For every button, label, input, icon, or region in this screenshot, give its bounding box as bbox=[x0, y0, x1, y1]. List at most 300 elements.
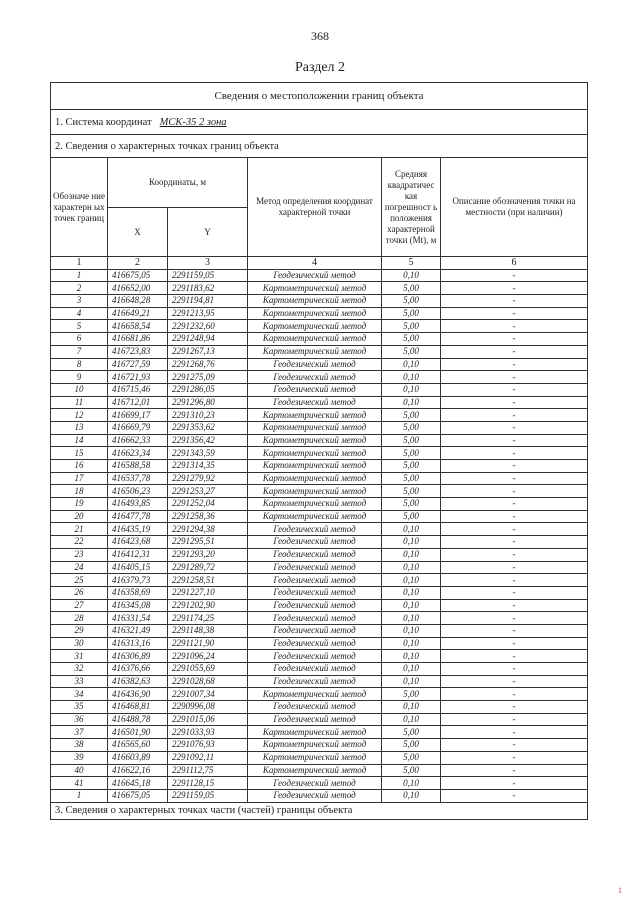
x-coordinate-cell: 416727,59 bbox=[108, 358, 168, 371]
error-cell: 5,00 bbox=[382, 751, 441, 764]
method-cell: Геодезический метод bbox=[248, 269, 382, 282]
method-cell: Картометрический метод bbox=[248, 764, 382, 777]
point-number-cell: 41 bbox=[51, 777, 108, 790]
table-title: Сведения о местоположении границ объекта bbox=[51, 83, 588, 110]
method-cell: Картометрический метод bbox=[248, 472, 382, 485]
point-number-cell: 40 bbox=[51, 764, 108, 777]
table-row bbox=[51, 713, 588, 726]
method-cell: Картометрический метод bbox=[248, 510, 382, 523]
x-coordinate-cell: 416477,78 bbox=[108, 510, 168, 523]
x-coordinate-cell: 416662,33 bbox=[108, 434, 168, 447]
description-cell: - bbox=[441, 675, 588, 688]
table-row bbox=[51, 460, 588, 473]
point-number-cell: 8 bbox=[51, 358, 108, 371]
y-coordinate-cell: 2291258,36 bbox=[168, 510, 248, 523]
error-cell: 5,00 bbox=[382, 434, 441, 447]
header-y: Y bbox=[168, 208, 248, 257]
method-cell: Картометрический метод bbox=[248, 345, 382, 358]
y-coordinate-cell: 2291310,23 bbox=[168, 409, 248, 422]
table-row bbox=[51, 472, 588, 485]
description-cell: - bbox=[441, 574, 588, 587]
y-coordinate-cell: 2291314,35 bbox=[168, 460, 248, 473]
method-cell: Геодезический метод bbox=[248, 663, 382, 676]
point-number-cell: 20 bbox=[51, 510, 108, 523]
point-number-cell: 19 bbox=[51, 498, 108, 511]
description-cell: - bbox=[441, 624, 588, 637]
point-number-cell: 6 bbox=[51, 333, 108, 346]
y-coordinate-cell: 2291096,24 bbox=[168, 650, 248, 663]
y-coordinate-cell: 2291275,09 bbox=[168, 371, 248, 384]
table-row bbox=[51, 282, 588, 295]
point-number-cell: 28 bbox=[51, 612, 108, 625]
table-row bbox=[51, 561, 588, 574]
point-number-cell: 5 bbox=[51, 320, 108, 333]
subsection-title: 2. Сведения о характерных точках границ объекта bbox=[51, 135, 588, 158]
description-cell: - bbox=[441, 345, 588, 358]
table-row bbox=[51, 599, 588, 612]
x-coordinate-cell: 416658,54 bbox=[108, 320, 168, 333]
point-number-cell: 11 bbox=[51, 396, 108, 409]
y-coordinate-cell: 2291267,13 bbox=[168, 345, 248, 358]
method-cell: Геодезический метод bbox=[248, 650, 382, 663]
x-coordinate-cell: 416358,69 bbox=[108, 586, 168, 599]
point-number-cell: 13 bbox=[51, 421, 108, 434]
table-row bbox=[51, 396, 588, 409]
point-number-cell: 24 bbox=[51, 561, 108, 574]
error-cell: 5,00 bbox=[382, 320, 441, 333]
column-number: 6 bbox=[441, 257, 588, 270]
y-coordinate-cell: 2291128,15 bbox=[168, 777, 248, 790]
method-cell: Картометрический метод bbox=[248, 485, 382, 498]
header-point-designation: Обозначе ние характерн ых точек границ bbox=[51, 158, 108, 257]
method-cell: Геодезический метод bbox=[248, 637, 382, 650]
y-coordinate-cell: 2291213,95 bbox=[168, 307, 248, 320]
description-cell: - bbox=[441, 739, 588, 752]
description-cell: - bbox=[441, 460, 588, 473]
description-cell: - bbox=[441, 472, 588, 485]
method-cell: Картометрический метод bbox=[248, 751, 382, 764]
boundary-table bbox=[50, 82, 588, 820]
description-cell: - bbox=[441, 701, 588, 714]
description-cell: - bbox=[441, 333, 588, 346]
y-coordinate-cell: 2291343,59 bbox=[168, 447, 248, 460]
error-cell: 0,10 bbox=[382, 358, 441, 371]
y-coordinate-cell: 2291183,62 bbox=[168, 282, 248, 295]
error-cell: 0,10 bbox=[382, 383, 441, 396]
error-cell: 0,10 bbox=[382, 612, 441, 625]
x-coordinate-cell: 416699,17 bbox=[108, 409, 168, 422]
table-row bbox=[51, 421, 588, 434]
error-cell: 0,10 bbox=[382, 371, 441, 384]
scan-mark: 1 bbox=[618, 886, 622, 895]
description-cell: - bbox=[441, 663, 588, 676]
table-row bbox=[51, 307, 588, 320]
point-number-cell: 15 bbox=[51, 447, 108, 460]
method-cell: Геодезический метод bbox=[248, 358, 382, 371]
table-row bbox=[51, 751, 588, 764]
x-coordinate-cell: 416405,15 bbox=[108, 561, 168, 574]
column-number: 4 bbox=[248, 257, 382, 270]
y-coordinate-cell: 2291028,68 bbox=[168, 675, 248, 688]
point-number-cell: 22 bbox=[51, 536, 108, 549]
y-coordinate-cell: 2291121,90 bbox=[168, 637, 248, 650]
footer-section-row: 3. Сведения о характерных точках части (частей) границы объекта bbox=[51, 802, 588, 819]
y-coordinate-cell: 2291268,76 bbox=[168, 358, 248, 371]
column-number: 5 bbox=[382, 257, 441, 270]
method-cell: Картометрический метод bbox=[248, 688, 382, 701]
x-coordinate-cell: 416681,86 bbox=[108, 333, 168, 346]
y-coordinate-cell: 2291202,90 bbox=[168, 599, 248, 612]
point-number-cell: 14 bbox=[51, 434, 108, 447]
description-cell: - bbox=[441, 371, 588, 384]
x-coordinate-cell: 416306,89 bbox=[108, 650, 168, 663]
x-coordinate-cell: 416652,00 bbox=[108, 282, 168, 295]
description-cell: - bbox=[441, 777, 588, 790]
x-coordinate-cell: 416412,31 bbox=[108, 548, 168, 561]
method-cell: Картометрический метод bbox=[248, 421, 382, 434]
method-cell: Картометрический метод bbox=[248, 434, 382, 447]
x-coordinate-cell: 416721,93 bbox=[108, 371, 168, 384]
error-cell: 0,10 bbox=[382, 396, 441, 409]
error-cell: 5,00 bbox=[382, 333, 441, 346]
description-cell: - bbox=[441, 523, 588, 536]
method-cell: Геодезический метод bbox=[248, 675, 382, 688]
x-coordinate-cell: 416379,73 bbox=[108, 574, 168, 587]
description-cell: - bbox=[441, 358, 588, 371]
description-cell: - bbox=[441, 586, 588, 599]
point-number-cell: 27 bbox=[51, 599, 108, 612]
point-number-cell: 16 bbox=[51, 460, 108, 473]
y-coordinate-cell: 2291253,27 bbox=[168, 485, 248, 498]
method-cell: Картометрический метод bbox=[248, 409, 382, 422]
x-coordinate-cell: 416501,90 bbox=[108, 726, 168, 739]
description-cell: - bbox=[441, 295, 588, 308]
table-row bbox=[51, 295, 588, 308]
table-row bbox=[51, 498, 588, 511]
table-row bbox=[51, 333, 588, 346]
error-cell: 0,10 bbox=[382, 586, 441, 599]
point-number-cell: 26 bbox=[51, 586, 108, 599]
table-row bbox=[51, 409, 588, 422]
y-coordinate-cell: 2291258,51 bbox=[168, 574, 248, 587]
x-coordinate-cell: 416382,63 bbox=[108, 675, 168, 688]
point-number-cell: 31 bbox=[51, 650, 108, 663]
method-cell: Картометрический метод bbox=[248, 498, 382, 511]
column-number-row bbox=[51, 257, 588, 270]
point-number-cell: 4 bbox=[51, 307, 108, 320]
point-number-cell: 30 bbox=[51, 637, 108, 650]
table-row bbox=[51, 548, 588, 561]
x-coordinate-cell: 416649,21 bbox=[108, 307, 168, 320]
point-number-cell: 39 bbox=[51, 751, 108, 764]
y-coordinate-cell: 2291148,38 bbox=[168, 624, 248, 637]
point-number-cell: 1 bbox=[51, 789, 108, 802]
x-coordinate-cell: 416715,46 bbox=[108, 383, 168, 396]
error-cell: 5,00 bbox=[382, 485, 441, 498]
error-cell: 0,10 bbox=[382, 777, 441, 790]
y-coordinate-cell: 2290996,08 bbox=[168, 701, 248, 714]
point-number-cell: 25 bbox=[51, 574, 108, 587]
column-number: 3 bbox=[168, 257, 248, 270]
description-cell: - bbox=[441, 498, 588, 511]
method-cell: Картометрический метод bbox=[248, 447, 382, 460]
y-coordinate-cell: 2291194,81 bbox=[168, 295, 248, 308]
error-cell: 0,10 bbox=[382, 536, 441, 549]
error-cell: 5,00 bbox=[382, 295, 441, 308]
description-cell: - bbox=[441, 510, 588, 523]
x-coordinate-cell: 416313,16 bbox=[108, 637, 168, 650]
method-cell: Геодезический метод bbox=[248, 789, 382, 802]
method-cell: Геодезический метод bbox=[248, 396, 382, 409]
method-cell: Картометрический метод bbox=[248, 726, 382, 739]
x-coordinate-cell: 416669,79 bbox=[108, 421, 168, 434]
x-coordinate-cell: 416436,90 bbox=[108, 688, 168, 701]
section-title: Раздел 2 bbox=[294, 60, 346, 75]
description-cell: - bbox=[441, 282, 588, 295]
y-coordinate-cell: 2291279,92 bbox=[168, 472, 248, 485]
method-cell: Картометрический метод bbox=[248, 460, 382, 473]
x-coordinate-cell: 416345,08 bbox=[108, 599, 168, 612]
x-coordinate-cell: 416622,16 bbox=[108, 764, 168, 777]
error-cell: 5,00 bbox=[382, 764, 441, 777]
x-coordinate-cell: 416623,34 bbox=[108, 447, 168, 460]
y-coordinate-cell: 2291174,25 bbox=[168, 612, 248, 625]
header-error: Средняя квадратичес кая погрешност ь положения характерной точки (Mt), м bbox=[382, 158, 441, 257]
y-coordinate-cell: 2291092,11 bbox=[168, 751, 248, 764]
description-cell: - bbox=[441, 688, 588, 701]
description-cell: - bbox=[441, 307, 588, 320]
y-coordinate-cell: 2291252,04 bbox=[168, 498, 248, 511]
point-number-cell: 18 bbox=[51, 485, 108, 498]
method-cell: Геодезический метод bbox=[248, 701, 382, 714]
table-row bbox=[51, 358, 588, 371]
error-cell: 5,00 bbox=[382, 282, 441, 295]
description-cell: - bbox=[441, 561, 588, 574]
method-cell: Геодезический метод bbox=[248, 548, 382, 561]
y-coordinate-cell: 2291294,38 bbox=[168, 523, 248, 536]
point-number-cell: 29 bbox=[51, 624, 108, 637]
y-coordinate-cell: 2291055,69 bbox=[168, 663, 248, 676]
x-coordinate-cell: 416331,54 bbox=[108, 612, 168, 625]
description-cell: - bbox=[441, 548, 588, 561]
description-cell: - bbox=[441, 637, 588, 650]
table-row bbox=[51, 447, 588, 460]
method-cell: Геодезический метод bbox=[248, 574, 382, 587]
error-cell: 0,10 bbox=[382, 675, 441, 688]
y-coordinate-cell: 2291356,42 bbox=[168, 434, 248, 447]
table-row bbox=[51, 586, 588, 599]
error-cell: 5,00 bbox=[382, 409, 441, 422]
x-coordinate-cell: 416488,78 bbox=[108, 713, 168, 726]
method-cell: Геодезический метод bbox=[248, 612, 382, 625]
description-cell: - bbox=[441, 434, 588, 447]
error-cell: 0,10 bbox=[382, 663, 441, 676]
table-row bbox=[51, 320, 588, 333]
description-cell: - bbox=[441, 726, 588, 739]
table-row bbox=[51, 701, 588, 714]
y-coordinate-cell: 2291248,94 bbox=[168, 333, 248, 346]
x-coordinate-cell: 416493,85 bbox=[108, 498, 168, 511]
point-number-cell: 2 bbox=[51, 282, 108, 295]
y-coordinate-cell: 2291076,93 bbox=[168, 739, 248, 752]
error-cell: 0,10 bbox=[382, 561, 441, 574]
y-coordinate-cell: 2291296,80 bbox=[168, 396, 248, 409]
header-description: Описание обозначения точки на местности (при наличии) bbox=[441, 158, 588, 257]
x-coordinate-cell: 416537,78 bbox=[108, 472, 168, 485]
description-cell: - bbox=[441, 789, 588, 802]
point-number-cell: 23 bbox=[51, 548, 108, 561]
method-cell: Геодезический метод bbox=[248, 383, 382, 396]
table-row bbox=[51, 345, 588, 358]
table-row bbox=[51, 637, 588, 650]
table-row bbox=[51, 688, 588, 701]
point-number-cell: 1 bbox=[51, 269, 108, 282]
error-cell: 0,10 bbox=[382, 789, 441, 802]
x-coordinate-cell: 416376,66 bbox=[108, 663, 168, 676]
description-cell: - bbox=[441, 383, 588, 396]
column-number: 2 bbox=[108, 257, 168, 270]
point-number-cell: 36 bbox=[51, 713, 108, 726]
table-row bbox=[51, 536, 588, 549]
description-cell: - bbox=[441, 269, 588, 282]
description-cell: - bbox=[441, 599, 588, 612]
point-number-cell: 10 bbox=[51, 383, 108, 396]
method-cell: Геодезический метод bbox=[248, 536, 382, 549]
y-coordinate-cell: 2291159,05 bbox=[168, 269, 248, 282]
table-row bbox=[51, 612, 588, 625]
error-cell: 0,10 bbox=[382, 701, 441, 714]
coord-system-label: 1. Система координат bbox=[55, 116, 152, 128]
x-coordinate-cell: 416468,81 bbox=[108, 701, 168, 714]
table-row bbox=[51, 675, 588, 688]
column-number: 1 bbox=[51, 257, 108, 270]
error-cell: 5,00 bbox=[382, 739, 441, 752]
error-cell: 5,00 bbox=[382, 447, 441, 460]
y-coordinate-cell: 2291232,60 bbox=[168, 320, 248, 333]
table-row bbox=[51, 269, 588, 282]
y-coordinate-cell: 2291353,62 bbox=[168, 421, 248, 434]
x-coordinate-cell: 416423,68 bbox=[108, 536, 168, 549]
point-number-cell: 3 bbox=[51, 295, 108, 308]
error-cell: 0,10 bbox=[382, 713, 441, 726]
error-cell: 5,00 bbox=[382, 421, 441, 434]
table-row bbox=[51, 485, 588, 498]
error-cell: 5,00 bbox=[382, 460, 441, 473]
method-cell: Геодезический метод bbox=[248, 371, 382, 384]
method-cell: Геодезический метод bbox=[248, 599, 382, 612]
point-number-cell: 37 bbox=[51, 726, 108, 739]
x-coordinate-cell: 416435,19 bbox=[108, 523, 168, 536]
table-row bbox=[51, 371, 588, 384]
method-cell: Картометрический метод bbox=[248, 320, 382, 333]
point-number-cell: 34 bbox=[51, 688, 108, 701]
error-cell: 5,00 bbox=[382, 498, 441, 511]
description-cell: - bbox=[441, 396, 588, 409]
x-coordinate-cell: 416588,58 bbox=[108, 460, 168, 473]
header-x: X bbox=[108, 208, 168, 257]
y-coordinate-cell: 2291112,75 bbox=[168, 764, 248, 777]
x-coordinate-cell: 416565,60 bbox=[108, 739, 168, 752]
point-number-cell: 21 bbox=[51, 523, 108, 536]
y-coordinate-cell: 2291289,72 bbox=[168, 561, 248, 574]
error-cell: 5,00 bbox=[382, 510, 441, 523]
error-cell: 5,00 bbox=[382, 307, 441, 320]
method-cell: Геодезический метод bbox=[248, 624, 382, 637]
point-number-cell: 17 bbox=[51, 472, 108, 485]
method-cell: Картометрический метод bbox=[248, 295, 382, 308]
method-cell: Картометрический метод bbox=[248, 739, 382, 752]
point-number-cell: 33 bbox=[51, 675, 108, 688]
description-cell: - bbox=[441, 764, 588, 777]
x-coordinate-cell: 416723,83 bbox=[108, 345, 168, 358]
error-cell: 5,00 bbox=[382, 472, 441, 485]
error-cell: 0,10 bbox=[382, 548, 441, 561]
x-coordinate-cell: 416321,49 bbox=[108, 624, 168, 637]
description-cell: - bbox=[441, 751, 588, 764]
point-number-cell: 9 bbox=[51, 371, 108, 384]
table-row bbox=[51, 739, 588, 752]
table-row bbox=[51, 624, 588, 637]
x-coordinate-cell: 416648,28 bbox=[108, 295, 168, 308]
y-coordinate-cell: 2291159,05 bbox=[168, 789, 248, 802]
table-row bbox=[51, 777, 588, 790]
description-cell: - bbox=[441, 650, 588, 663]
table-row bbox=[51, 663, 588, 676]
method-cell: Картометрический метод bbox=[248, 307, 382, 320]
y-coordinate-cell: 2291015,06 bbox=[168, 713, 248, 726]
x-coordinate-cell: 416675,05 bbox=[108, 269, 168, 282]
header-method: Метод определения координат характерной точки bbox=[248, 158, 382, 257]
error-cell: 0,10 bbox=[382, 574, 441, 587]
x-coordinate-cell: 416712,01 bbox=[108, 396, 168, 409]
description-cell: - bbox=[441, 612, 588, 625]
point-number-cell: 12 bbox=[51, 409, 108, 422]
method-cell: Геодезический метод bbox=[248, 586, 382, 599]
x-coordinate-cell: 416506,23 bbox=[108, 485, 168, 498]
page-number: 368 bbox=[311, 29, 329, 43]
y-coordinate-cell: 2291295,51 bbox=[168, 536, 248, 549]
x-coordinate-cell: 416645,18 bbox=[108, 777, 168, 790]
y-coordinate-cell: 2291286,05 bbox=[168, 383, 248, 396]
x-coordinate-cell: 416603,89 bbox=[108, 751, 168, 764]
table-row bbox=[51, 383, 588, 396]
table-row bbox=[51, 574, 588, 587]
method-cell: Картометрический метод bbox=[248, 282, 382, 295]
description-cell: - bbox=[441, 409, 588, 422]
y-coordinate-cell: 2291293,20 bbox=[168, 548, 248, 561]
coord-system-value: МСК-35 2 зона bbox=[159, 116, 227, 128]
y-coordinate-cell: 2291007,34 bbox=[168, 688, 248, 701]
table-row bbox=[51, 510, 588, 523]
point-number-cell: 38 bbox=[51, 739, 108, 752]
points-table-body bbox=[51, 269, 588, 802]
error-cell: 5,00 bbox=[382, 688, 441, 701]
y-coordinate-cell: 2291227,10 bbox=[168, 586, 248, 599]
coord-system-row bbox=[51, 110, 588, 135]
point-number-cell: 32 bbox=[51, 663, 108, 676]
table-row bbox=[51, 789, 588, 802]
error-cell: 0,10 bbox=[382, 523, 441, 536]
point-number-cell: 35 bbox=[51, 701, 108, 714]
table-row bbox=[51, 523, 588, 536]
method-cell: Геодезический метод bbox=[248, 523, 382, 536]
description-cell: - bbox=[441, 713, 588, 726]
error-cell: 5,00 bbox=[382, 345, 441, 358]
table-row bbox=[51, 764, 588, 777]
error-cell: 5,00 bbox=[382, 726, 441, 739]
description-cell: - bbox=[441, 421, 588, 434]
table-row bbox=[51, 434, 588, 447]
